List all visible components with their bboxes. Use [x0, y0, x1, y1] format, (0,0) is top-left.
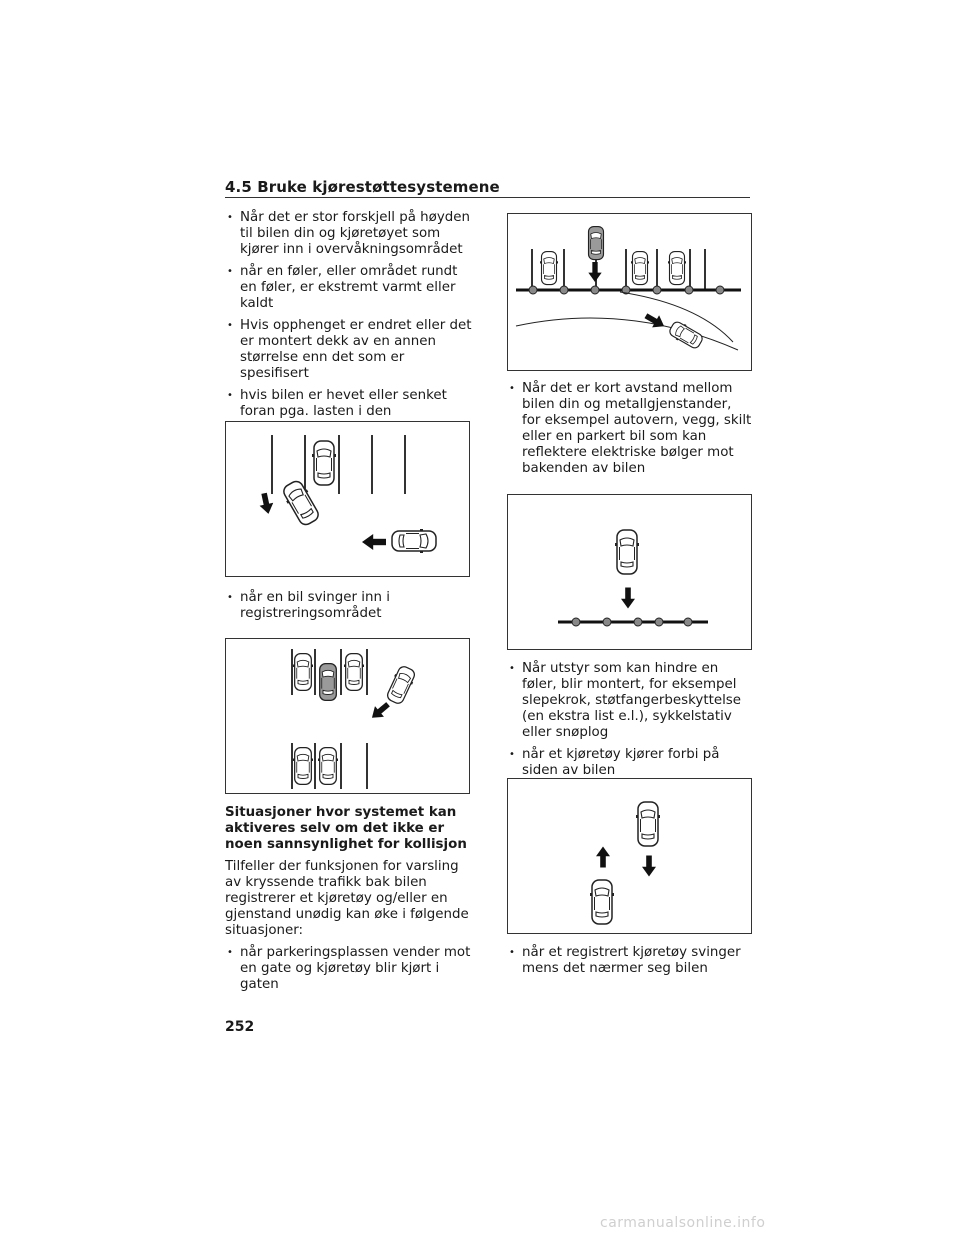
illustration-street-parking: [508, 214, 751, 370]
list-item: • når parkeringsplassen vender mot en gate og kjøretøy blir kjørt i gaten: [225, 945, 475, 993]
illustration-passing-vehicle: [508, 779, 751, 933]
list-item: • Når utstyr som kan hindre en føler, blir montert, for eksempel slepekrok, støtfangerbeskyttelse (en ekstra list e.l.), sykkelstativ eller snøplog: [507, 661, 752, 741]
watermark: carmanualsonline.info: [600, 1215, 766, 1231]
subsection-heading: Situasjoner hvor systemet kan aktiveres selv om det ikke er noen sannsynlighet for kollisjon: [225, 805, 467, 852]
right-bullets-3: [507, 945, 752, 983]
list-item: • når et kjøretøy kjører forbi på siden av bilen: [507, 747, 752, 779]
figure-passing-vehicle: [507, 778, 752, 934]
right-bullets-1: [507, 381, 752, 483]
left-text-block: [225, 805, 475, 999]
illustration-reversing-turn: [226, 422, 469, 576]
list-item: • når en føler, eller området rundt en føler, er ekstremt varmt eller kaldt: [225, 264, 475, 312]
list-item: • hvis bilen er hevet eller senket foran pga. lasten i den: [225, 388, 475, 420]
section-title: 4.5 Bruke kjørestøttesystemene: [225, 178, 500, 196]
page-number: 252: [225, 1019, 255, 1035]
list-item: • når et registrert kjøretøy svinger mens det nærmer seg bilen: [507, 945, 752, 977]
figure-reversing-turn: [225, 421, 470, 577]
left-bullets-2: [225, 590, 475, 628]
list-item: • Når det er stor forskjell på høyden til bilen din og kjøretøyet som kjører inn i overvåkningsområdet: [225, 210, 475, 258]
paragraph: Tilfeller der funksjonen for varsling av kryssende trafikk bak bilen registrerer et kjøretøy og/eller en gjenstand unødig kan øke i følgende situasjoner:: [225, 859, 469, 938]
figure-street-parking: [507, 213, 752, 371]
list-item: • Hvis opphenget er endret eller det er montert dekk av en annen størrelse enn det som er spesifisert: [225, 318, 475, 382]
illustration-metal-objects: [508, 495, 751, 649]
left-bullets-1: [225, 210, 475, 448]
illustration-car-turning-in: [226, 639, 469, 793]
right-bullets-2: [507, 661, 752, 785]
header-rule: [225, 197, 750, 198]
figure-car-turning-in: [225, 638, 470, 794]
list-item: • Når det er kort avstand mellom bilen din og metallgjenstander, for eksempel autovern, vegg, skilt eller en parkert bil som kan reflektere elektriske bølger mot bakenden av bilen: [507, 381, 752, 477]
figure-metal-objects: [507, 494, 752, 650]
list-item: • når en bil svinger inn i registreringsområdet: [225, 590, 475, 622]
